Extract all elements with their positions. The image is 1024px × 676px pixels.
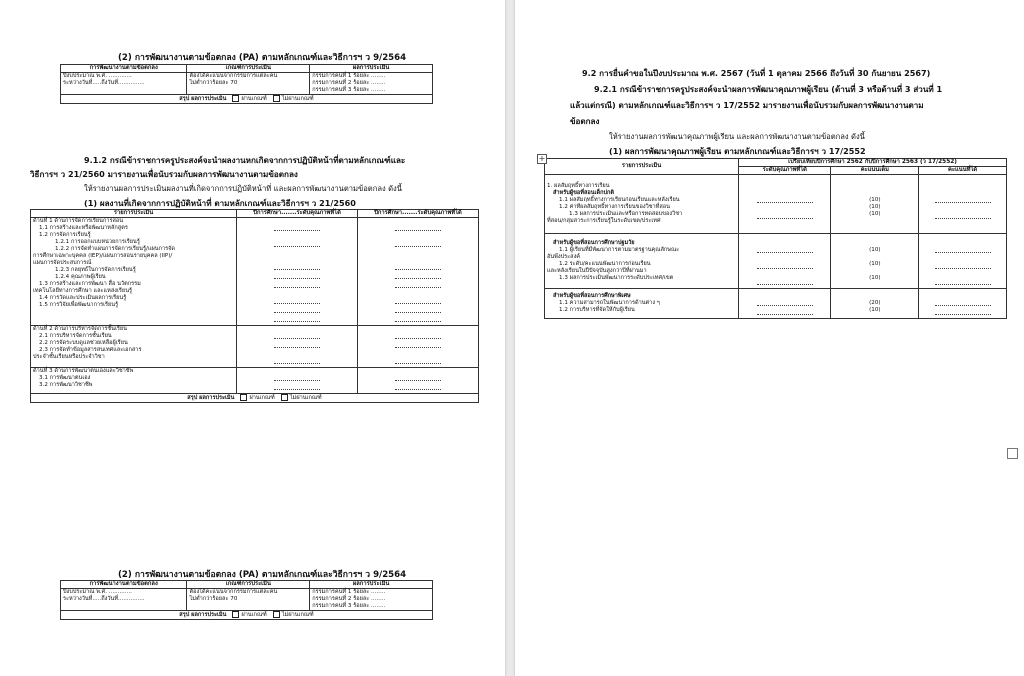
sec921-line3: ข้อตกลง [570,116,600,126]
perf-year1-cell [237,326,358,368]
lq-level-cell [739,234,831,289]
perf-year1-cell [237,218,358,326]
fail-checkbox-icon [281,394,288,401]
pa-top-header-1: การพัฒนางานตามข้อตกลง [61,65,187,73]
lq-full-cell: (20) (10) [831,289,919,319]
perf-year2-cell [358,367,479,393]
sec912-line3: ให้รายงานผลการประเมินผลงานที่เกิดจากการปฏิบัติหน้าที่ และผลการพัฒนางานตามข้อตกลง ดังนี้ [84,184,402,193]
perf-year1-cell [237,367,358,393]
pa-bottom-header-3: ผลการประเมิน [310,581,433,589]
pa-top-header-2: เกณฑ์การประเมิน [187,65,310,73]
perf-header-item: รายการประเมิน [31,210,237,218]
lq-header-got: คะแนนที่ได้ [919,167,1007,175]
pa-bottom-table [60,580,433,620]
sec921-line2: แล้วแต่กรณี) ตามหลักเกณฑ์และวิธีการฯ ว 17/2552 มารายงานเพื่อนับรวมกับผลการพัฒนางานตาม [570,100,924,110]
pass-checkbox-icon [240,394,247,401]
sec921-sub: (1) ผลการพัฒนาคุณภาพผู้เรียน ตามหลักเกณฑ์และวิธีการฯ ว 17/2552 [609,146,866,156]
lq-header-item: รายการประเมิน [545,159,739,175]
pa-bottom-cell-1: ปีงบประมาณ พ.ศ. ............. ระหว่างวันที่.....ถึงวันที่............... [61,589,187,611]
pass-checkbox-icon [232,95,239,102]
pa-bottom-title: (2) การพัฒนางานตามข้อตกลง (PA) ตามหลักเกณฑ์และวิธีการฯ ว 9/2564 [118,570,407,580]
lq-full-cell: (10) (10) (10) [831,175,919,234]
table-move-handle-icon[interactable]: + [538,154,546,163]
lq-header-compare: เปรียบเทียบปีการศึกษา 2562 กับปีการศึกษา 2563 (ว 17/2552) [739,159,1007,167]
sec92-heading: 9.2 การยื่นคำขอในปีงบประมาณ พ.ศ. 2567 (วันที่ 1 ตุลาคม 2566 ถึงวันที่ 30 กันยายน 2567) [582,68,931,78]
fail-checkbox-icon [273,611,280,618]
lq-level-cell [739,175,831,234]
performance-table [30,209,479,403]
perf-row: ด้านที่ 3 ด้านการพัฒนาตนเองและวิชาชีพ 3.1 การพัฒนาตนเอง 3.2 การพัฒนาวิชาชีพ [31,367,237,393]
pa-top-cell-3: กรรมการคนที่ 1 ร้อยละ ........ กรรมการคนที่ 2 ร้อยละ ........ กรรมการคนที่ 3 ร้อยละ ........ [310,73,433,95]
pa-top-title: (2) การพัฒนางานตามข้อตกลง (PA) ตามหลักเกณฑ์และวิธีการฯ ว 9/2564 [118,53,407,63]
lq-group-normal: 1. ผลสัมฤทธิ์ทางการเรียน สำหรับผู้ขอที่สอนเด็กปกติ 1.1 ผลสัมฤทธิ์ทางการเรียนก่อนเรียนและหลังเรียน 1.2 ค่าทีผลสัมฤทธิ์ทางการเรียนของวิชาที่สอน 1.3 ผลการประเมินและหรือการทดสอบของวิชา ที่สอน/กลุ่มสาระการเรียนรู้ในระดับเขต/ประเทศ [545,175,739,234]
perf-summary: สรุป ผลการประเมิน ผ่านเกณฑ์ ไม่ผ่านเกณฑ์ [31,393,479,402]
report-line: ให้รายงานผลการพัฒนาคุณภาพผู้เรียน และผลการพัฒนางานตามข้อตกลง ดังนี้ [609,132,865,141]
pa-top-cell-2: ต้องได้คะแนนจากกรรมการแต่ละคน ไม่ต่ำกว่าร้อยละ 70 [187,73,310,95]
lq-group-special: สำหรับผู้ขอที่สอนการศึกษาพิเศษ 1.1 ความสามารถในพัฒนาการด้านต่าง ๆ 1.2 การบริหารที่จัดให้กับผู้เรียน [545,289,739,319]
sec912-line1: 9.1.2 กรณีข้าราชการครูประสงค์จะนำผลงานหกเกิดจากการปฏิบัติหน้าที่ตามหลักเกณฑ์และ [84,155,406,165]
perf-header-year1: ปีการศึกษา.......ระดับคุณภาพที่ได้ [237,210,358,218]
pa-top-cell-1: ปีงบประมาณ พ.ศ. ............. ระหว่างวันที่.....ถึงวันที่............... [61,73,187,95]
document-page-right [515,0,1024,676]
perf-row: ด้านที่ 2 ด้านการบริหารจัดการชั้นเรียน 2.1 การบริหารจัดการชั้นเรียน 2.2 การจัดระบบดูแลช่วยเหลือผู้เรียน 2.3 การจัดทำข้อมูลสารสนเทศและเอกสาร ประจำชั้นเรียนหรือประจำวิชา [31,326,237,368]
lq-header-full: คะแนนเต็ม [831,167,919,175]
pa-bottom-header-1: การพัฒนางานตามข้อตกลง [61,581,187,589]
learner-quality-table [544,158,1007,319]
pa-bottom-cell-3: กรรมการคนที่ 1 ร้อยละ ........ กรรมการคนที่ 2 ร้อยละ ........ กรรมการคนที่ 3 ร้อยละ ........ [310,589,433,611]
pa-top-header-3: ผลการประเมิน [310,65,433,73]
sec912-sub: (1) ผลงานที่เกิดจากการปฏิบัติหน้าที่ ตามหลักเกณฑ์และวิธีการฯ ว 21/2560 [84,198,356,208]
pa-top-summary: สรุป ผลการประเมิน ผ่านเกณฑ์ ไม่ผ่านเกณฑ์ [61,95,433,104]
table-resize-handle[interactable] [1007,448,1018,459]
sec921-line1: 9.2.1 กรณีข้าราชการครูประสงค์จะนำผลการพัฒนาคุณภาพผู้เรียน (ด้านที่ 3 หรือด้านที่ 3 ส่วนที่ 1 [594,84,943,94]
pa-top-table [60,64,433,104]
sec912-line2: วิธีการฯ ว 21/2560 มารายงานเพื่อนับรวมกับผลการพัฒนางานตามข้อตกลง [30,169,298,179]
lq-got-cell [919,289,1007,319]
pa-bottom-cell-2: ต้องได้คะแนนจากกรรมการแต่ละคน ไม่ต่ำกว่าร้อยละ 70 [187,589,310,611]
lq-header-level: ระดับคุณภาพที่ได้ [739,167,831,175]
pass-checkbox-icon [232,611,239,618]
perf-year2-cell [358,218,479,326]
pa-bottom-summary: สรุป ผลการประเมิน ผ่านเกณฑ์ ไม่ผ่านเกณฑ์ [61,611,433,620]
perf-year2-cell [358,326,479,368]
perf-row: ด้านที่ 1 ด้านการจัดการเรียนการสอน 1.1 การสร้างและหรือพัฒนาหลักสูตร 1.2 การจัดการเรียนรู้ 1.2.1 การออกแบบหน่วยการเรียนรู้ 1.2.2 การจัดทำแผนการจัดการเรียนรู้/แผนการจัด การศึกษาเฉพาะบุคคล (IEP)/แผนการสอนรายบุคคล (IIP)/ แผนการจัดประสบการณ์ 1.2.3 กลยุทธ์ในการจัดการเรียนรู้ 1.2.4 คุณภาพผู้เรียน 1.3 การสร้างและการพัฒนา สื่อ นวัตกรรม เทคโนโลยีทางการศึกษา และแหล่งเรียนรู้ 1.4 การวัดและประเมินผลการเรียนรู้ 1.5 การวิจัยเพื่อพัฒนาการเรียนรู้ [31,218,237,326]
pa-bottom-header-2: เกณฑ์การประเมิน [187,581,310,589]
lq-group-early: สำหรับผู้ขอที่สอนการศึกษาปฐมวัย 1.1 ผู้เรียนที่มีพัฒนาการตามมาตรฐานคุณลักษณะ อันพึงประสงค์ 1.2 ระดับ/คะแนนพัฒนาการก่อนเรียน และหลังเรียนในปีปัจจุบันสูงกว่าปีที่ผ่านมา 1.3 ผลการประเมินพัฒนาการระดับประเทศ/เขต [545,234,739,289]
perf-header-year2: ปีการศึกษา.......ระดับคุณภาพที่ได้ [358,210,479,218]
lq-full-cell: (10) (10) (10) [831,234,919,289]
lq-got-cell [919,175,1007,234]
document-page-left [0,0,505,676]
lq-level-cell [739,289,831,319]
fail-checkbox-icon [273,95,280,102]
lq-got-cell [919,234,1007,289]
